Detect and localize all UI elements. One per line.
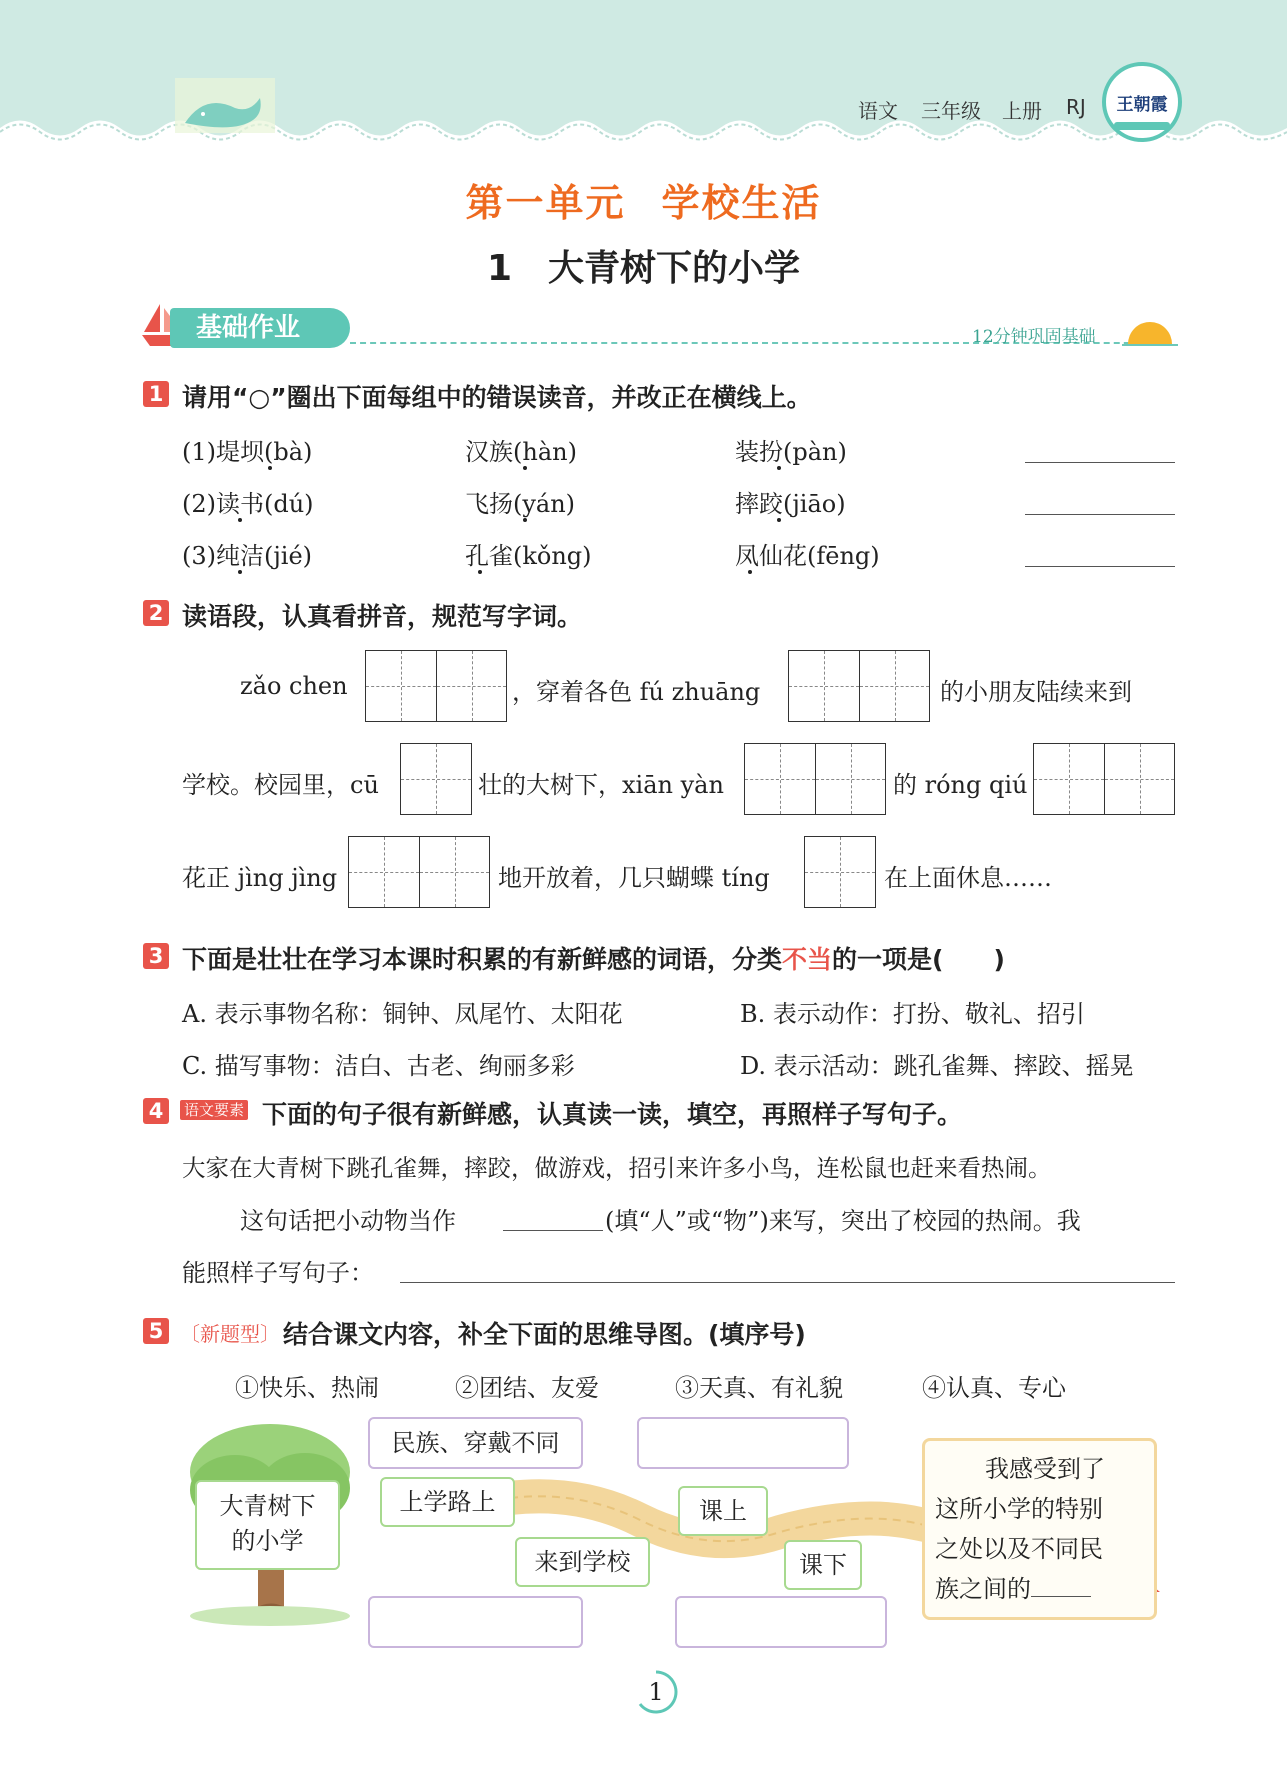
q5-choice-4: ④认真、专心	[922, 1374, 1066, 1402]
answer-box-3[interactable]	[675, 1596, 887, 1648]
question-number-5: 5	[143, 1318, 169, 1344]
q1-row2-item1: (2)读书(dú)	[182, 490, 314, 518]
emphasis-dot	[523, 466, 527, 470]
writing-grid[interactable]	[400, 743, 472, 815]
node-in-class: 课上	[678, 1486, 768, 1536]
question-number-4: 4	[143, 1098, 169, 1124]
unit-title	[0, 172, 1287, 227]
emphasis-dot	[777, 518, 781, 522]
q5-choice-1: ①快乐、热闹	[235, 1374, 379, 1402]
emphasis-dot	[478, 570, 482, 574]
sunrise-icon	[1122, 318, 1178, 348]
q5-tag: 〔新题型〕	[180, 1322, 280, 1346]
question-number-1: 1	[143, 381, 169, 407]
unit-topic: 学校生活	[661, 181, 822, 225]
edition-label: RJ	[1066, 95, 1086, 119]
q2-line3-text-c: 在上面休息……	[884, 864, 1052, 892]
brand-logo	[1102, 62, 1182, 142]
q2-line1-text-b: ，穿着各色 fú zhuāng	[512, 678, 761, 706]
grade-label: 三年级	[921, 99, 981, 123]
summary-line-3: 之处以及不同民	[935, 1535, 1103, 1563]
node-after-class: 课下	[784, 1540, 862, 1590]
q4-tag	[180, 1099, 248, 1120]
question-3-prompt	[182, 940, 1005, 976]
q1-answer-line-2[interactable]	[1025, 514, 1175, 515]
emphasis-dot	[523, 518, 527, 522]
q5-choice-3: ③天真、有礼貌	[675, 1374, 843, 1402]
q1-row1-item2: 汉族(hàn)	[465, 438, 577, 466]
writing-grid[interactable]	[365, 650, 507, 722]
q5-choice-2: ②团结、友爱	[455, 1374, 599, 1402]
q1-row3-item2: 孔雀(kǒng)	[465, 542, 592, 570]
q2-line3-text-b: 地开放着，几只蝴蝶 tíng	[498, 864, 770, 892]
q1-answer-line-3[interactable]	[1025, 566, 1175, 567]
q2-line1-text-c: 的小朋友陆续来到	[940, 678, 1132, 706]
q3-option-d[interactable]: D. 表示活动：跳孔雀舞、摔跤、摇晃	[740, 1052, 1134, 1080]
q2-line2-text-c: 的 róng qiú	[893, 771, 1028, 799]
q4-write-line[interactable]	[400, 1282, 1175, 1283]
unit-number: 第一单元	[465, 181, 626, 225]
summary-line-1: 我感受到了	[985, 1455, 1105, 1483]
writing-grid[interactable]	[804, 836, 876, 908]
question-1-prompt: 请用“○”圈出下面每组中的错误读音，并改正在横线上。	[182, 383, 812, 412]
q1-row1-item3: 装扮(pàn)	[735, 438, 847, 466]
q1-row2-item3: 摔跤(jiāo)	[735, 490, 846, 518]
emphasis-dot	[268, 466, 272, 470]
emphasis-dot	[238, 518, 242, 522]
box-ethnicity: 民族、穿戴不同	[368, 1417, 583, 1469]
lesson-title: 1 大青树下的小学	[486, 248, 801, 289]
time-note: 12分钟巩固基础	[972, 327, 1096, 347]
q2-line2-text-a: 学校。校园里，cū	[182, 771, 379, 799]
writing-grid[interactable]	[744, 743, 886, 815]
q3-option-b[interactable]: B. 表示动作：打扮、敬礼、招引	[740, 1000, 1085, 1028]
q1-answer-line-1[interactable]	[1025, 462, 1175, 463]
volume-label: 上册	[1002, 99, 1042, 123]
question-number-3: 3	[143, 943, 169, 969]
emphasis-dot	[238, 570, 242, 574]
summary-line-4: 族之间的	[935, 1575, 1031, 1603]
question-number-2: 2	[143, 600, 169, 626]
q4-fill-text-a: 这句话把小动物当作	[240, 1207, 456, 1235]
summary-box	[922, 1438, 1157, 1620]
q4-fill-text-b: (填“人”或“物”)来写，突出了校园的热闹。我	[605, 1207, 1081, 1235]
writing-grid[interactable]	[788, 650, 930, 722]
writing-grid[interactable]	[1033, 743, 1175, 815]
q1-row3-item1: (3)纯洁(jié)	[182, 542, 313, 570]
tree-label-line2: 的小学	[231, 1527, 304, 1555]
whale-icon	[175, 78, 275, 133]
q3-option-a[interactable]: A. 表示事物名称：铜钟、凤尾竹、太阳花	[182, 1000, 623, 1028]
q2-line1-pinyin-a: zǎo chen	[240, 672, 348, 700]
node-on-the-way: 上学路上	[380, 1477, 515, 1527]
answer-box-1[interactable]	[368, 1596, 583, 1648]
q3-option-c[interactable]: C. 描写事物：洁白、古老、绚丽多彩	[182, 1052, 575, 1080]
question-2-prompt: 读语段，认真看拼音，规范写字词。	[182, 602, 583, 631]
question-4-prompt: 下面的句子很有新鲜感，认真读一读，填空，再照样子写句子。	[262, 1100, 963, 1129]
q4-fill-blank[interactable]	[503, 1230, 603, 1231]
q1-row1-item1: (1)堤坝(bà)	[182, 438, 313, 466]
node-arrive-school: 来到学校	[515, 1537, 650, 1587]
writing-grid[interactable]	[348, 836, 490, 908]
q1-row2-item2: 飞扬(yán)	[465, 490, 576, 518]
q4-tag-label: 语文要素	[180, 1100, 248, 1120]
q4-write-label: 能照样子写句子：	[182, 1259, 374, 1287]
tree-label-line1: 大青树下	[219, 1492, 316, 1520]
logo-text: 王朝霞	[1116, 95, 1168, 115]
summary-blank[interactable]	[1031, 1596, 1091, 1597]
q2-line2-text-b: 壮的大树下，xiān yàn	[478, 771, 724, 799]
summary-line-2: 这所小学的特别	[935, 1495, 1103, 1523]
q3-prompt-emphasis: 不当	[782, 945, 833, 974]
question-5-prompt: 结合课文内容，补全下面的思维导图。(填序号)	[283, 1320, 806, 1349]
q3-prompt-part-a: 下面是壮壮在学习本课时积累的有新鲜感的词语，分类	[182, 945, 783, 974]
subject-label: 语文	[858, 99, 898, 123]
section-banner: 基础作业	[170, 308, 350, 348]
emphasis-dot	[777, 466, 781, 470]
q2-line3-text-a: 花正 jìng jìng	[182, 864, 338, 892]
emphasis-dot	[748, 570, 752, 574]
mind-map-center	[195, 1480, 340, 1570]
q4-sentence: 大家在大青树下跳孔雀舞，摔跤，做游戏，招引来许多小鸟，连松鼠也赶来看热闹。	[182, 1154, 1052, 1182]
page-number: 1	[648, 1678, 664, 1706]
q3-prompt-part-b: 的一项是( )	[832, 945, 1005, 974]
answer-box-2[interactable]	[637, 1417, 849, 1469]
q1-row3-item3: 凤仙花(fēng)	[735, 542, 880, 570]
